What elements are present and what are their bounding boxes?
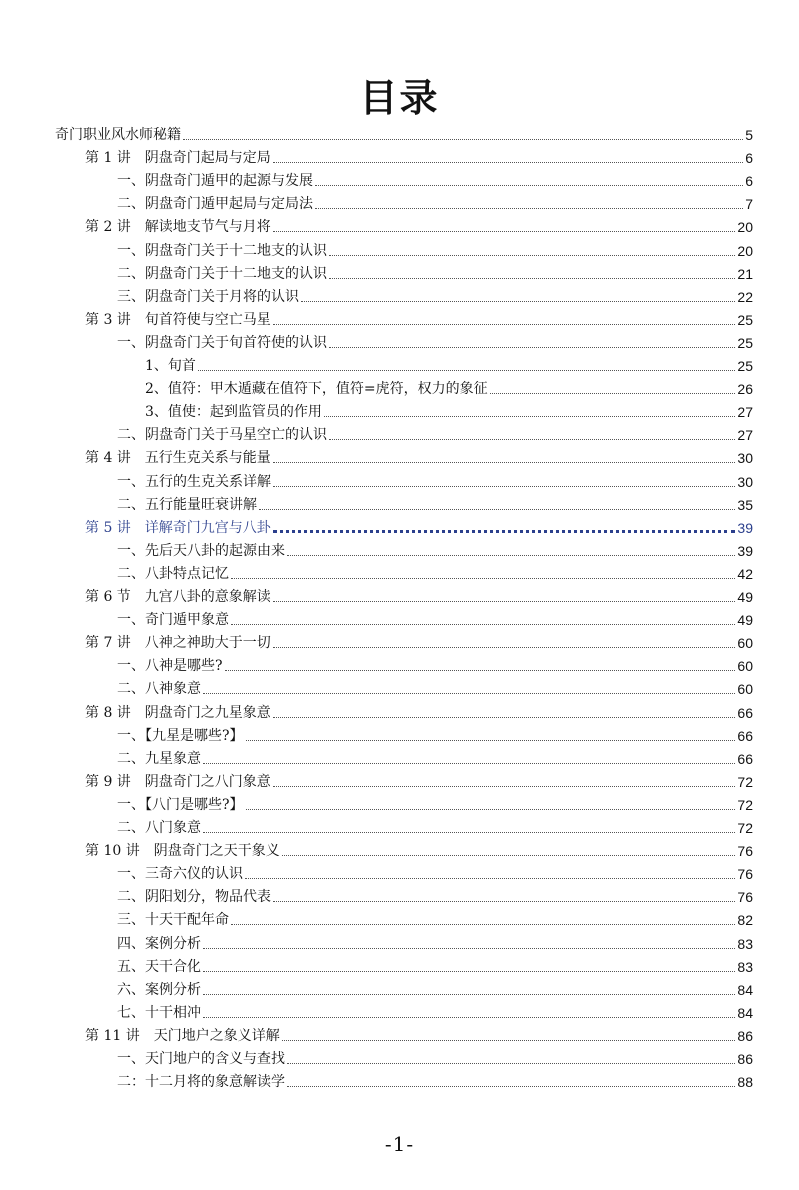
toc-entry-label: 一、奇门遁甲象意 [117,612,229,629]
toc-entry[interactable] [117,537,753,560]
toc-entry-label: 三、阴盘奇门关于月将的认识 [117,288,299,305]
dot-leader [259,509,735,510]
toc-entry[interactable] [85,1022,753,1045]
toc-entry-page: 72 [737,820,753,836]
toc-entry-label: 奇门职业风水师秘籍 [55,127,181,143]
toc-entry-label: 2、值符：甲木遁藏在值符下，值符=虎符，权力的象征 [145,381,488,398]
toc-entry[interactable] [85,306,753,329]
dot-leader [203,763,735,764]
dot-leader [203,994,735,995]
toc-entry-label: 三、十天干配年命 [117,912,229,929]
dot-leader [301,301,735,302]
page-title: 目录 [359,75,440,120]
toc-entry[interactable] [117,976,753,999]
dot-leader [203,832,735,833]
toc-entry[interactable] [117,675,753,698]
toc-entry[interactable] [85,144,753,167]
dot-leader [273,601,736,602]
toc-entry-label: 第 3 讲 旬首符使与空亡马星 [85,311,271,328]
toc-entry[interactable] [117,329,753,352]
dot-leader [282,855,736,856]
toc-entry-page: 66 [737,727,753,744]
toc-entry-page: 30 [737,473,753,490]
dot-leader [329,278,735,279]
toc-entry-label: 二：十二月将的象意解读学 [117,1074,285,1091]
dot-leader [315,208,743,209]
toc-entry-label: 二、九星象意 [117,750,201,767]
dot-leader [183,139,743,140]
toc-entry-page: 6 [745,173,753,190]
toc-entry[interactable] [145,375,753,398]
dot-leader [329,255,735,256]
toc-entry[interactable] [117,560,753,583]
toc-entry-label: 二、八神象意 [117,681,201,698]
toc-entry-page: 60 [737,681,753,698]
toc-entry-label: 二、阴盘奇门关于马星空亡的认识 [117,427,327,444]
toc-entry-page: 49 [737,589,753,605]
toc-entry-label: 一、先后天八卦的起源由来 [117,542,285,559]
toc-entry-page: 86 [737,1051,753,1067]
toc-entry-page: 82 [737,912,753,929]
toc-entry-label: 六、案例分析 [117,981,201,998]
dot-leader [282,1040,736,1041]
toc-entry-page: 39 [737,519,753,536]
toc-entry-page: 88 [737,1074,753,1091]
toc-entry-page: 72 [737,796,753,813]
dot-leader [273,231,736,232]
dot-leader [198,370,736,371]
toc-entry[interactable] [117,237,753,260]
toc-entry-page: 72 [737,773,753,790]
toc-entry-label: 一、【八门是哪些?】 [117,796,244,813]
toc-entry[interactable] [85,629,753,652]
toc-entry-label: 二、八门象意 [117,820,201,836]
toc-entry[interactable] [85,444,753,467]
dot-leader [246,740,736,741]
toc-entry-page: 7 [745,196,753,213]
toc-entry[interactable] [85,699,753,722]
toc-entry-label: 一、阴盘奇门关于十二地支的认识 [117,242,327,259]
toc-entry[interactable] [117,791,753,814]
toc-entry-label: 一、五行的生克关系详解 [117,473,271,490]
dot-leader [273,462,736,463]
toc-entry-label: 二、阴盘奇门关于十二地支的认识 [117,265,327,282]
toc-entry-label: 一、八神是哪些? [117,658,223,675]
dot-leader [273,324,736,325]
toc-entry[interactable] [117,167,753,190]
toc-entry-label: 第 11 讲 天门地户之象义详解 [85,1027,280,1044]
dot-leader [231,624,735,625]
page-number: -1- [384,1132,415,1156]
toc-entry-label: 第 2 讲 解读地支节气与月将 [85,219,271,236]
dot-leader [329,347,735,348]
toc-entry-page: 76 [737,866,753,883]
dot-leader [273,717,736,718]
toc-entry[interactable] [85,768,753,791]
toc-entry[interactable] [117,906,753,929]
toc-entry[interactable] [117,283,753,306]
toc-entry-label: 一、天门地户的含义与查找 [117,1051,285,1067]
toc-entry-page: 39 [737,542,753,559]
toc-entry-page: 76 [737,889,753,906]
toc-entry-page: 6 [745,150,753,167]
toc-entry[interactable] [117,953,753,976]
toc-entry-label: 五、天干合化 [117,958,201,975]
toc-entry-label: 第 10 讲 阴盘奇门之天干象义 [85,843,280,860]
dot-leader [231,578,735,579]
toc-entry-label: 二、阴阳划分，物品代表 [117,889,271,906]
toc-entry-label: 1、旬首 [145,358,196,374]
toc-entry-page: 83 [737,935,753,952]
dot-leader [287,555,735,556]
toc-entry-label: 3、值使：起到监管员的作用 [145,404,322,421]
toc-entry[interactable] [117,860,753,883]
toc-entry[interactable] [117,606,753,629]
toc-entry-label: 二、八卦特点记忆 [117,565,229,582]
toc-entry-label: 第 7 讲 八神之神助大于一切 [85,635,271,652]
toc-entry-label: 一、三奇六仪的认识 [117,866,243,883]
toc-entry[interactable] [117,745,753,768]
toc-entry-label: 第 9 讲 阴盘奇门之八门象意 [85,773,271,790]
toc-entry-page: 25 [737,311,753,328]
toc-entry-label: 第 5 讲 详解奇门九宫与八卦 [85,519,271,536]
toc-entry-page: 20 [737,219,753,236]
toc-entry-page: 84 [737,981,753,998]
dot-leader [315,185,743,186]
dot-leader [203,1017,735,1018]
toc-entry[interactable] [117,883,753,906]
dot-leader [273,786,736,787]
toc-entry-label: 七、十干相冲 [117,1004,201,1021]
toc-entry-page: 20 [737,242,753,259]
dot-leader [245,878,735,879]
toc-entry[interactable] [117,468,753,491]
dot-leader [246,809,736,810]
toc-entry-page: 60 [737,658,753,675]
dot-leader [490,393,736,394]
toc-entry-page: 5 [745,127,753,143]
toc-entry[interactable] [55,121,753,144]
toc-entry-label: 二、五行能量旺衰讲解 [117,496,257,513]
dot-leader [273,647,736,648]
toc-entry-page: 21 [737,265,753,282]
dot-leader [324,416,736,417]
toc-entry[interactable] [117,1068,753,1091]
toc-entry-page: 25 [737,358,753,374]
toc-entry-page: 25 [737,334,753,351]
dot-leader [273,901,735,902]
toc-entry-label: 第 4 讲 五行生克关系与能量 [85,450,271,467]
dot-leader [273,486,735,487]
dot-leader [273,162,743,163]
toc-entry[interactable] [117,999,753,1022]
toc-entry[interactable] [117,652,753,675]
toc-entry[interactable] [117,930,753,953]
toc-entry-label: 一、阴盘奇门遁甲的起源与发展 [117,173,313,190]
toc-entry-page: 76 [737,843,753,860]
toc-entry[interactable] [85,514,753,537]
dot-leader [329,439,735,440]
toc-entry[interactable] [117,814,753,837]
toc-entry-page: 83 [737,958,753,975]
dot-leader [231,924,735,925]
toc-entry-page: 35 [737,496,753,513]
toc-entry[interactable] [85,583,753,606]
toc-entry[interactable] [117,491,753,514]
toc-entry[interactable] [117,722,753,745]
toc-entry[interactable] [85,837,753,860]
toc-entry-page: 86 [737,1027,753,1044]
toc-entry-label: 第 6 节 九宫八卦的意象解读 [85,589,271,605]
toc-entry[interactable] [117,190,753,213]
dot-leader [203,948,735,949]
toc-entry-label: 二、阴盘奇门遁甲起局与定局法 [117,196,313,213]
toc-entry-label: 第 8 讲 阴盘奇门之九星象意 [85,704,271,721]
toc-entry-label: 一、【九星是哪些?】 [117,727,244,744]
toc-entry-page: 66 [737,750,753,767]
toc-entry[interactable] [85,213,753,236]
toc-entry-page: 26 [737,381,753,398]
dot-leader [287,1086,735,1087]
toc-entry-page: 27 [737,427,753,444]
dot-leader [203,693,735,694]
toc-entry-page: 60 [737,635,753,652]
dot-leader [203,971,735,972]
toc-entry-label: 一、阴盘奇门关于旬首符使的认识 [117,334,327,351]
dot-leader [287,1063,735,1064]
toc-entry[interactable] [117,421,753,444]
toc-entry-label: 第 1 讲 阴盘奇门起局与定局 [85,150,271,167]
toc-entry-page: 84 [737,1004,753,1021]
toc-entry-page: 27 [737,404,753,421]
toc-entry[interactable] [145,398,753,421]
toc-entry[interactable] [145,352,753,375]
toc-entry-label: 四、案例分析 [117,935,201,952]
toc-entry-page: 66 [737,704,753,721]
dot-leader [225,670,736,671]
toc-entry-page: 42 [737,565,753,582]
dot-leader [273,530,736,533]
toc-entry-page: 30 [737,450,753,467]
toc-entry[interactable] [117,260,753,283]
toc-entry[interactable] [117,1045,753,1068]
toc-entry-page: 22 [737,288,753,305]
toc-entry-page: 49 [737,612,753,629]
